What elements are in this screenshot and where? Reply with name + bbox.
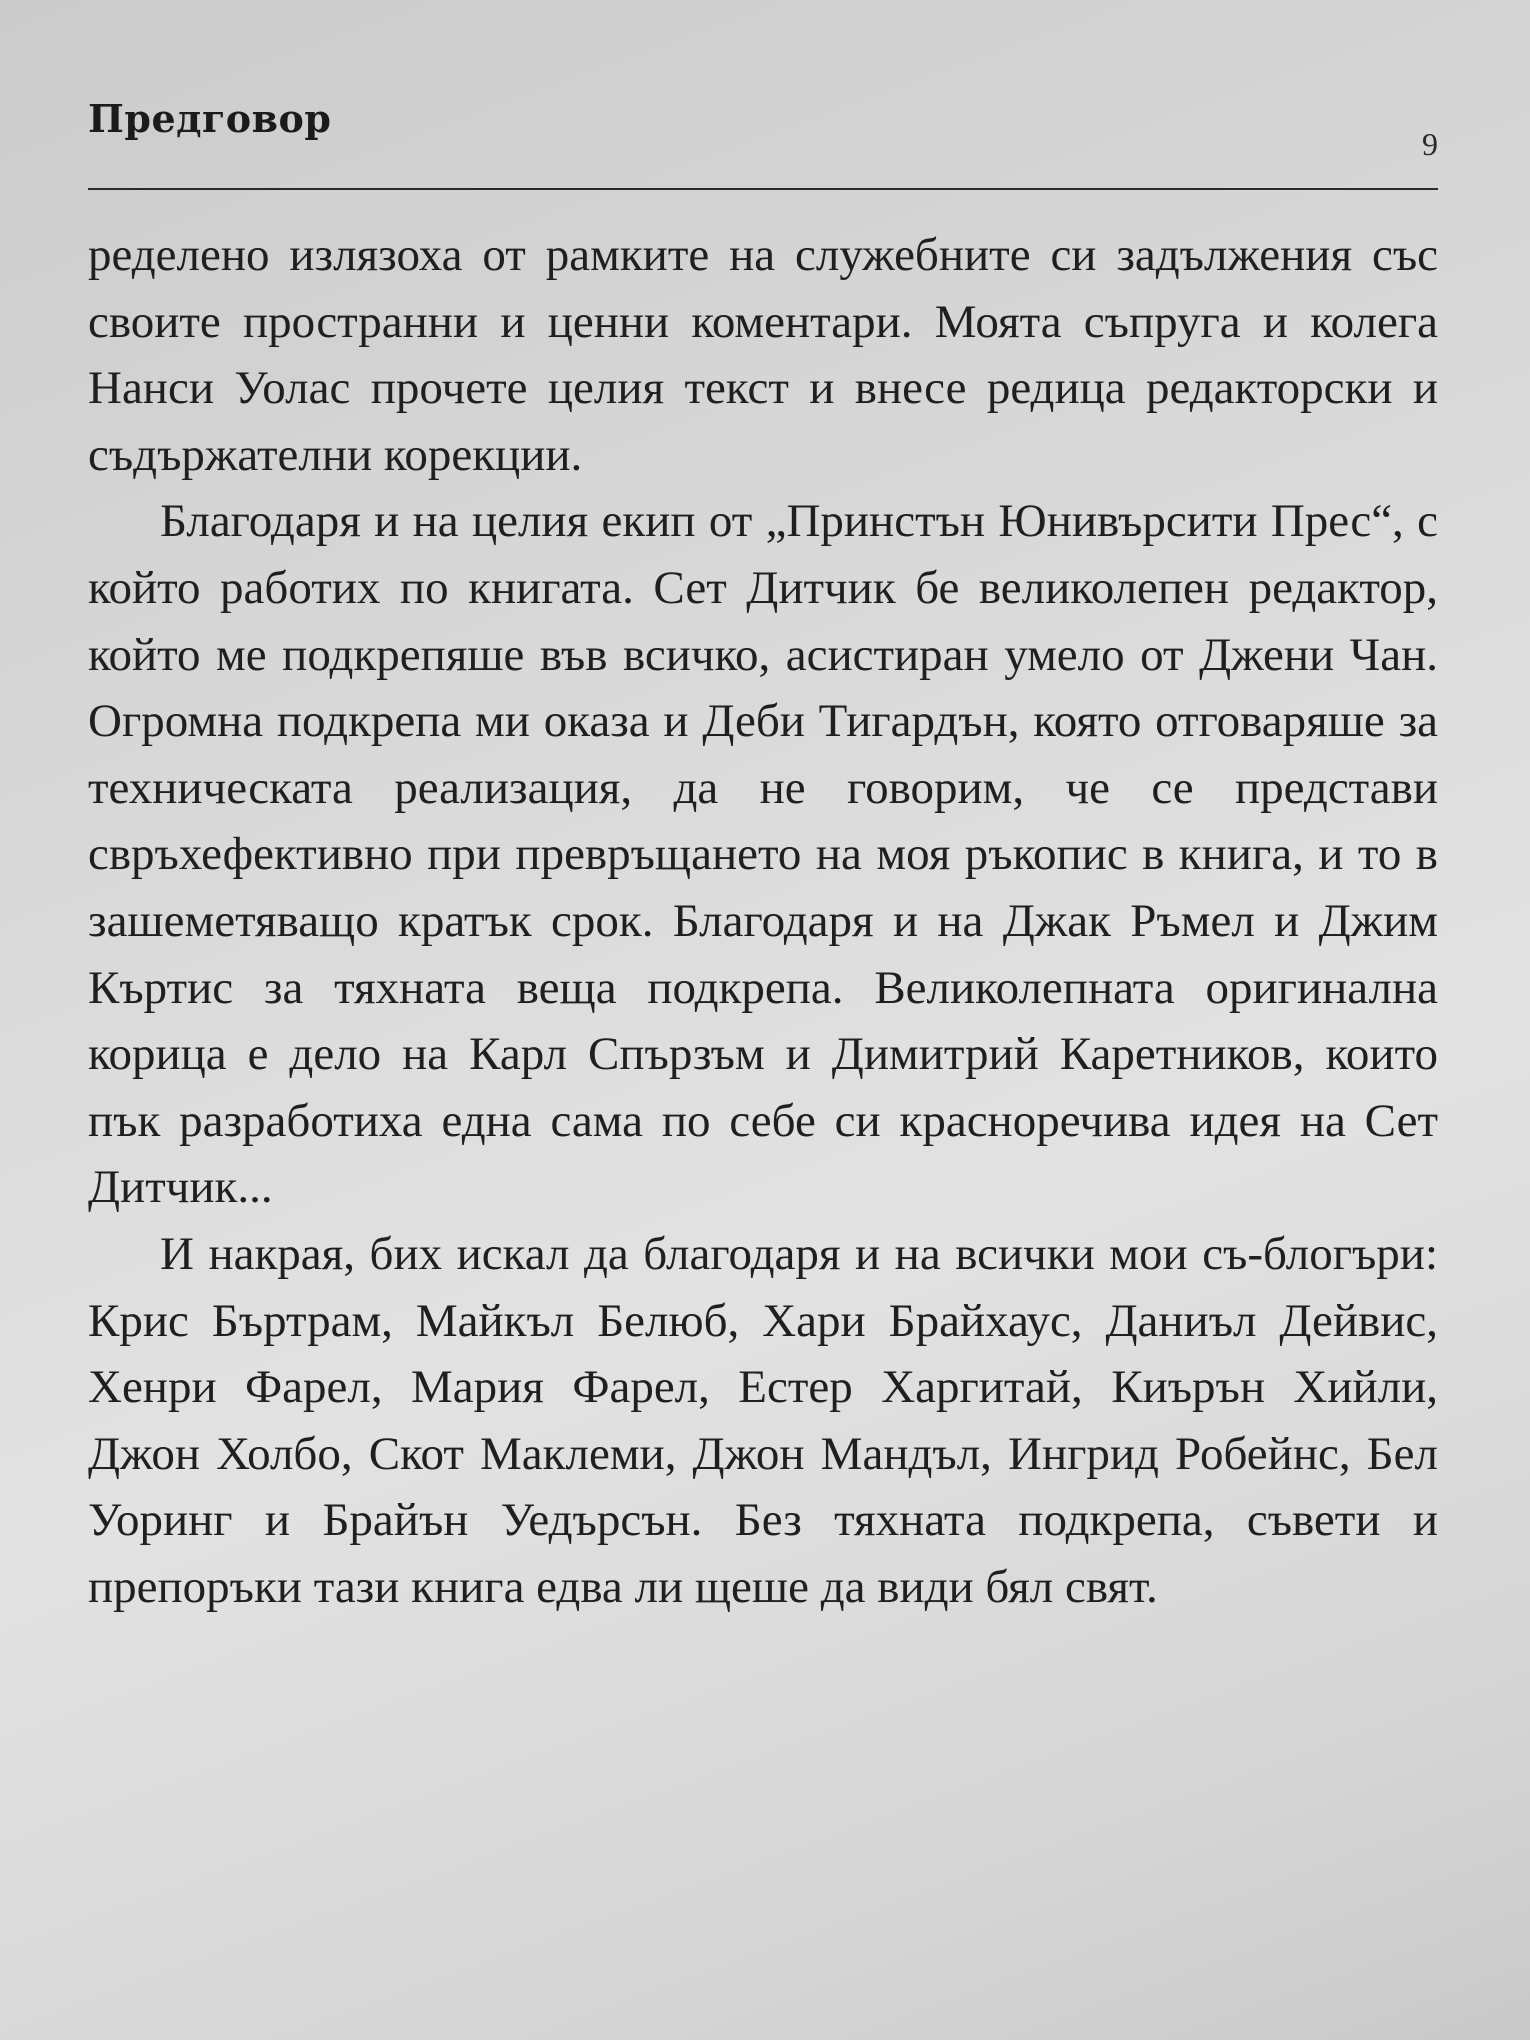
- paragraph-continued: ределено излязоха от рамките на служебните си задължения със своите пространни и ценни коментари. Моята съпруга и колега Нанси Уолас прочете целия текст и внесе редица редакторски и съдържателни корекции.: [88, 229, 1438, 481]
- page-number: 9: [1422, 126, 1438, 162]
- body-text: [88, 222, 1438, 1620]
- paragraph-acknowledgements-bloggers: И накрая, бих искал да благодаря и на всички мои съ-блогъри: Крис Бъртрам, Майкъл Белюб, Хари Брайхаус, Даниъл Дейвис, Хенри Фарел, Мария Фарел, Естер Харгитай, Киърън Хийли, Джон Холбо, Скот Маклеми, Джон Мандъл, Ингрид Робейнс, Бел Уоринг и Брайън Уедърсън. Без тяхната подкрепа, съвети и препоръки тази книга едва ли щеше да види бял свят.: [88, 1227, 1438, 1613]
- running-title: Предговор: [88, 96, 332, 141]
- running-header: [88, 96, 1438, 190]
- paragraph-acknowledgements-press: Благодаря и на целия екип от „Принстън Юнивърсити Прес“, с който работих по книгата. Сет Дитчик бе великолепен редактор, който ме подкрепяше във всичко, асистиран умело от Джени Чан. Огромна подкрепа ми оказа и Деби Тигардън, която отговаряше за техническата реализация, да не говорим, че се представи свръхефективно при превръщането на моя ръкопис в книга, и то в зашеметяващо кратък срок. Благодаря и на Джак Ръмел и Джим Къртис за тяхната веща подкрепа. Великолепната оригинална корица е дело на Карл Спързъм и Димитрий Каретников, които пък разработиха една сама по себе си красноречива идея на Сет Дитчик...: [88, 495, 1438, 1214]
